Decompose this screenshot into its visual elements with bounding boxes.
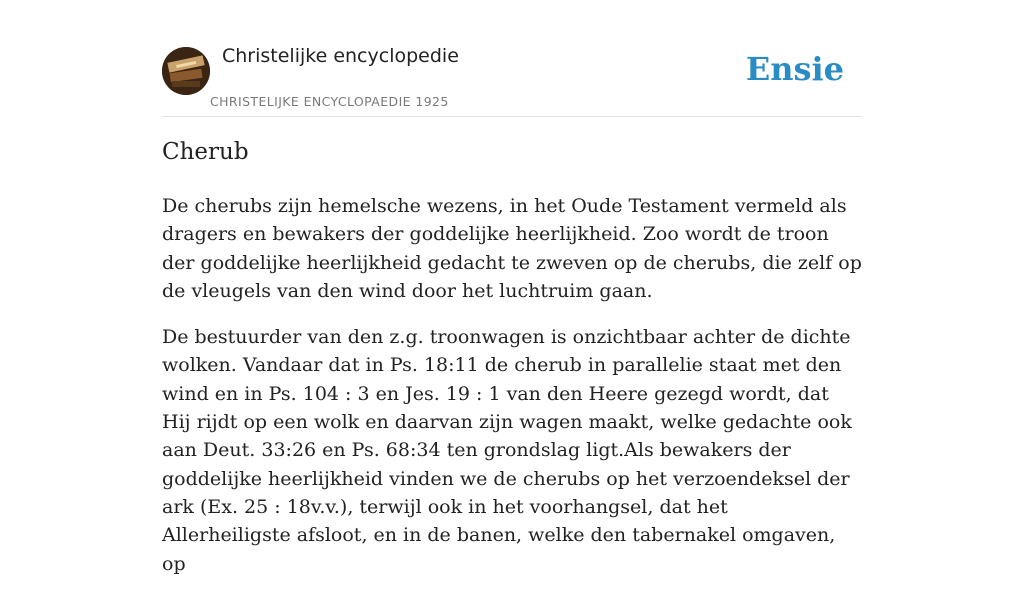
article-body bbox=[162, 192, 862, 596]
source-title[interactable]: Christelijke encyclopedie bbox=[222, 45, 459, 67]
article-title: Cherub bbox=[162, 139, 249, 165]
ensie-logo[interactable]: Ensie bbox=[745, 50, 844, 88]
source-avatar[interactable] bbox=[162, 47, 210, 95]
source-subtitle[interactable]: CHRISTELIJKE ENCYCLOPAEDIE 1925 bbox=[210, 94, 449, 109]
page-container bbox=[162, 0, 862, 575]
source-header bbox=[162, 0, 862, 117]
article-paragraph: De cherubs zijn hemelsche wezens, in het Oude Testament vermeld als dragers en bewakers der goddelijke heerlijkheid. Zoo wordt de troon der goddelijke heerlijkheid gedacht te zweven op de cherubs, die zelf op de vleugels van den wind door het luchtruim gaan. bbox=[162, 195, 862, 302]
article-paragraph: De bestuurder van den z.g. troonwagen is onzichtbaar achter de dichte wolken. Vandaar dat in Ps. 18:11 de cherub in parallelie staat met den wind en in Ps. 104 : 3 en Jes. 19 : 1 van den Heere gezegd wordt, dat Hij rijdt op een wolk en daarvan zijn wagen maakt, welke gedachte ook aan Deut. 33:26 en Ps. 68:34 ten grondslag ligt.Als bewakers der goddelijke heerlijkheid vinden we de cherubs op het verzoendeksel der ark (Ex. 25 : 18v.v.), terwijl ook in het voorhangsel, dat het Allerheiligste afsloot, en in de banen, welke den tabernakel omgaven, op bbox=[162, 326, 852, 575]
